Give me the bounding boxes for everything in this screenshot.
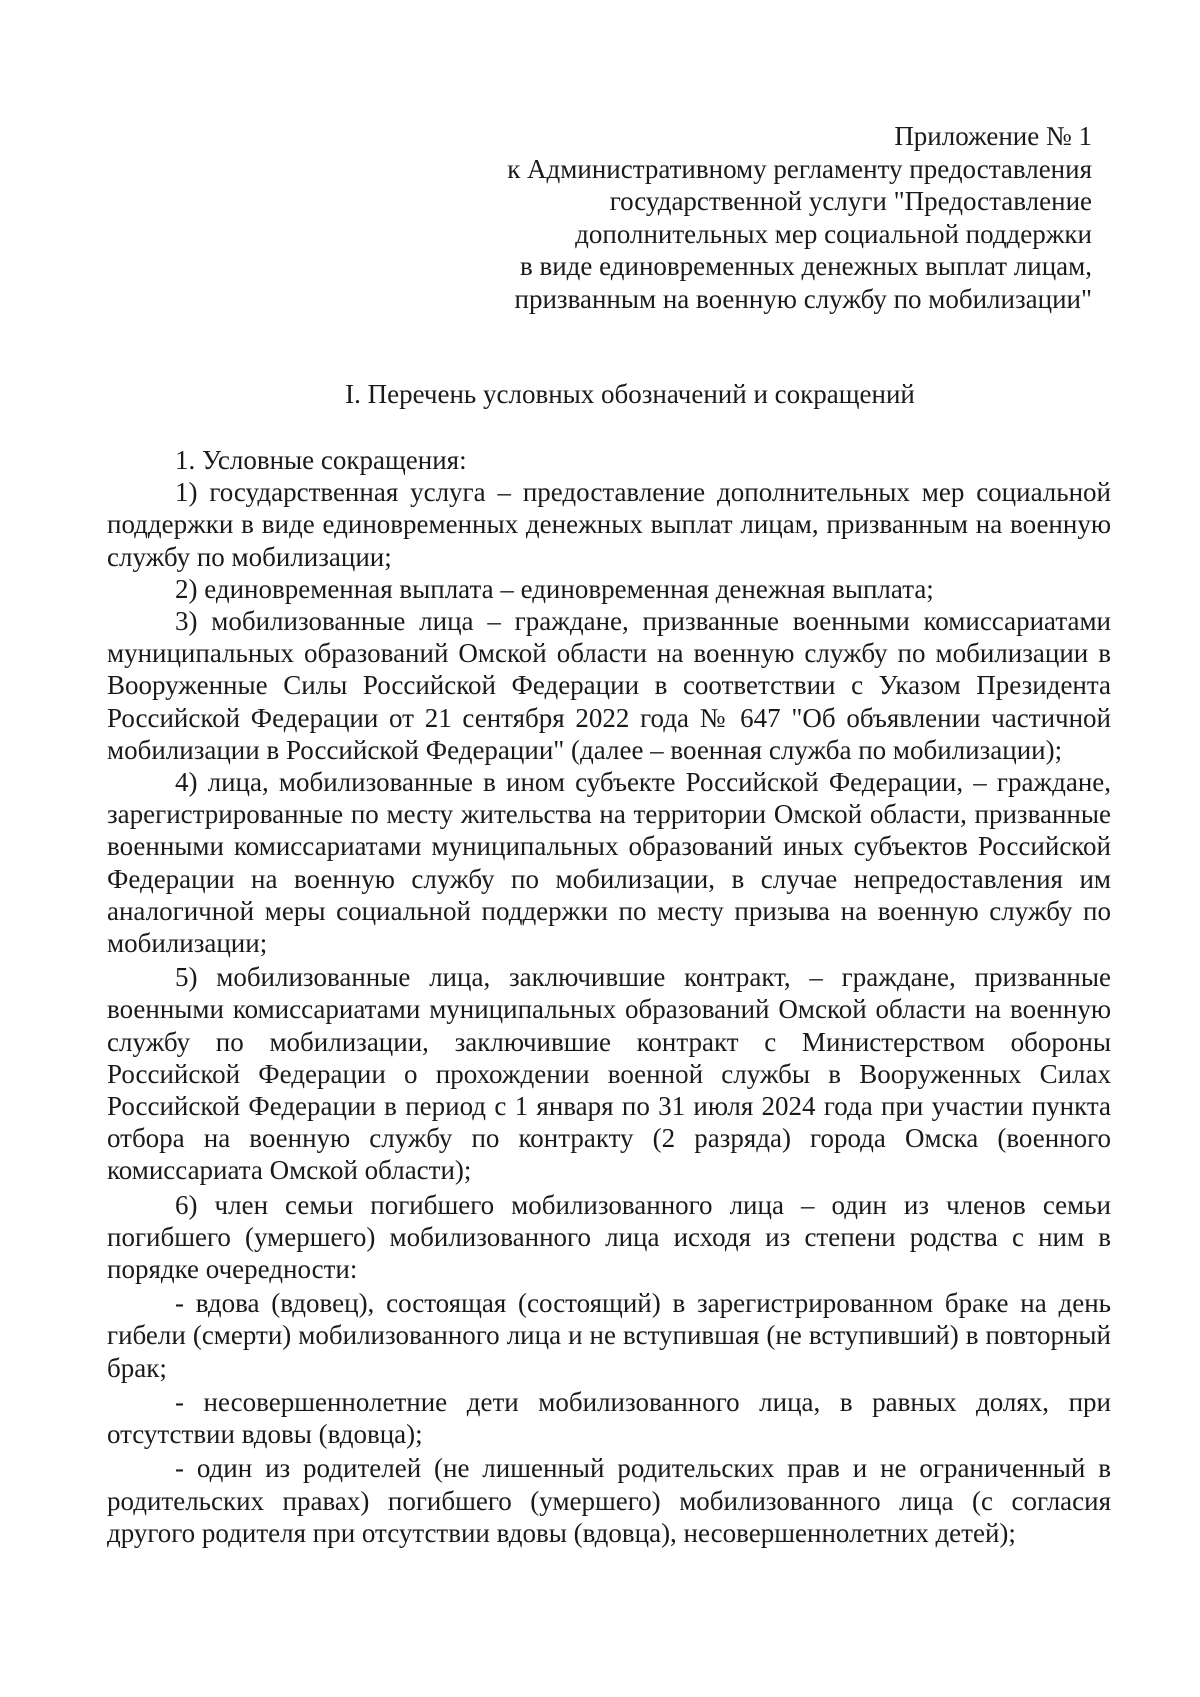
paragraph-item-3: 3) мобилизованные лица – граждане, призванные военными комиссариатами муниципальных образований Омской области на военную службу по мобилизации в Вооруженные Силы Российской Федерации в соответствии с Указом Президента Российской Федерации от 21 сентября 2022 года № 647 "Об объявлении частичной мобилизации в Российской Федерации" (далее – военная служба по мобилизации); bbox=[107, 606, 1111, 765]
paragraph-abbreviations-heading: 1. Условные сокращения: bbox=[175, 445, 467, 475]
section-title: I. Перечень условных обозначений и сокращений bbox=[345, 379, 915, 409]
bullet-children: - несовершеннолетние дети мобилизованного лица, в равных долях, при отсутствии вдовы (вдовца); bbox=[107, 1386, 1111, 1450]
bullet-parent: - один из родителей (не лишенный родительских прав и не ограниченный в родительских правах) погибшего (умершего) мобилизованного лица (с согласия другого родителя при отсутствии вдовы (вдовца), несовершеннолетних детей); bbox=[107, 1453, 1111, 1548]
appendix-line: Приложение № 1 bbox=[894, 121, 1092, 151]
appendix-line: дополнительных мер социальной поддержки bbox=[575, 218, 1092, 249]
document-body bbox=[107, 444, 1111, 1549]
paragraph-item-5: 5) мобилизованные лица, заключившие контракт, – граждане, призванные военными комиссариатами муниципальных образований Омской области на военную службу по мобилизации, заключившие контракт с Министерством обороны Российской Федерации о прохождении военной службы в Вооруженных Силах Российской Федерации в период с 1 января по 31 июля 2024 года при участии пункта отбора на военную службу по контракту (2 разряда) города Омска (военного комиссариата Омской области); bbox=[107, 962, 1111, 1186]
paragraph-item-4: 4) лица, мобилизованные в ином субъекте Российской Федерации, – граждане, зарегистрированные по месту жительства на территории Омской области, призванные военными комиссариатами муниципальных образований иных субъектов Российской Федерации на военную службу по мобилизации, в случае непредоставления им аналогичной меры социальной поддержки по месту призыва на военную службу по мобилизации; bbox=[107, 767, 1111, 959]
paragraph-item-2: 2) единовременная выплата – единовременная денежная выплата; bbox=[175, 573, 934, 604]
appendix-line: призванным на военную службу по мобилизации" bbox=[514, 283, 1092, 314]
paragraph-item-6: 6) член семьи погибшего мобилизованного лица – один из членов семьи погибшего (умершего) мобилизованного лица исходя из степени родства с ним в порядке очередности: bbox=[107, 1189, 1111, 1285]
appendix-heading bbox=[412, 120, 1092, 315]
bullet-widow: - вдова (вдовец), состоящая (состоящий) в зарегистрированном браке на день гибели (смерти) мобилизованного лица и не вступившая (не вступивший) в повторный брак; bbox=[107, 1288, 1111, 1383]
paragraph-item-1: 1) государственная услуга – предоставление дополнительных мер социальной поддержки в виде единовременных денежных выплат лицам, призванным на военную службу по мобилизации; bbox=[107, 477, 1111, 572]
appendix-line: государственной услуги "Предоставление bbox=[609, 186, 1092, 216]
appendix-line: к Административному регламенту предоставления bbox=[507, 153, 1092, 184]
appendix-line: в виде единовременных денежных выплат лицам, bbox=[519, 251, 1092, 281]
